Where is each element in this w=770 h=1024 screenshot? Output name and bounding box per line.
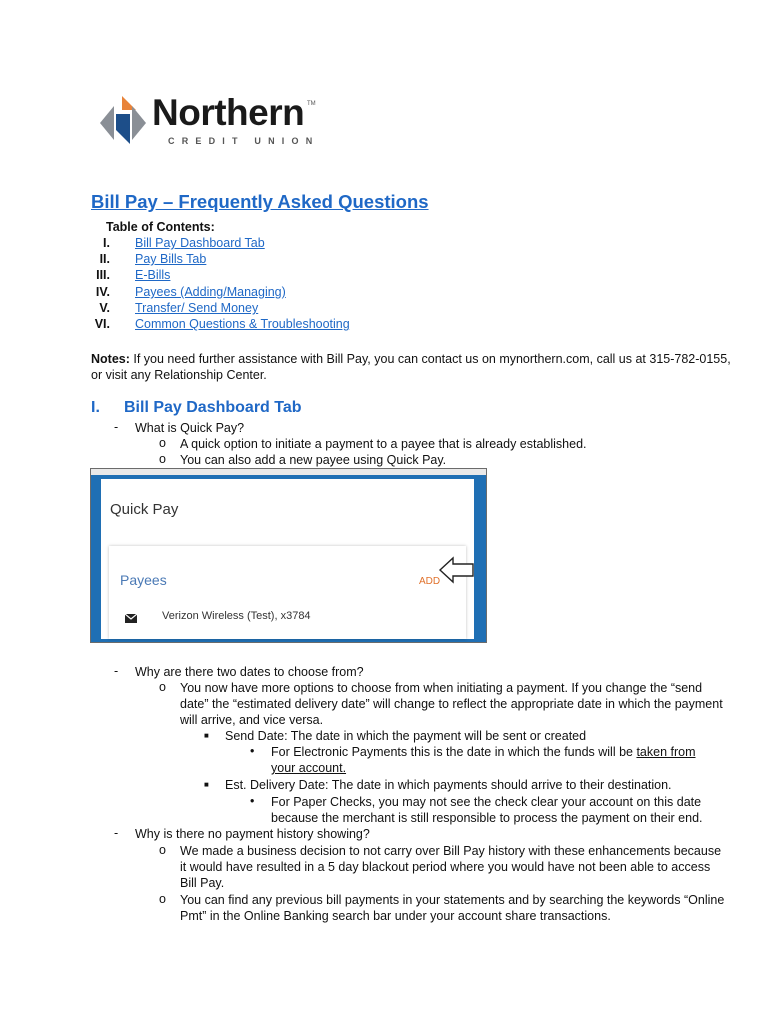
arrow-left-icon	[438, 556, 475, 584]
circle-marker: o	[159, 436, 166, 450]
toc-heading: Table of Contents:	[106, 220, 215, 234]
faq-answer-line: You now have more options to choose from when initiating a payment. If you change the “send	[180, 681, 703, 695]
circle-marker: o	[159, 843, 166, 857]
toc-number: V.	[99, 301, 110, 315]
round-bullet: •	[250, 794, 255, 808]
square-bullet: ■	[204, 731, 209, 740]
mail-icon	[125, 614, 137, 623]
est-delivery-text: Est. Delivery Date: The date in which payments should arrive to their destination.	[225, 778, 672, 792]
send-date-text: Send Date: The date in which the payment will be sent or created	[225, 729, 587, 743]
circle-marker: o	[159, 452, 166, 466]
toc-link-troubleshooting[interactable]: Common Questions & Troubleshooting	[135, 317, 350, 331]
dash-marker: -	[114, 826, 119, 840]
quick-pay-title: Quick Pay	[110, 501, 179, 518]
electronic-payment-text	[271, 744, 696, 760]
electronic-text: For Electronic Payments this is the date in which the funds will be	[271, 745, 637, 759]
logo-trademark: TM	[307, 101, 316, 107]
toc-number: IV.	[95, 285, 110, 299]
quick-pay-screenshot	[90, 468, 487, 643]
notes-text: If you need further assistance with Bill Pay, you can contact us on mynorthern.com, call us at 315-782-0155,	[129, 352, 731, 366]
faq-answer-line: We made a business decision to not carry over Bill Pay history with these enhancements because	[180, 844, 722, 858]
toc-link-transfer[interactable]: Transfer/ Send Money	[135, 301, 259, 315]
faq-answer: A quick option to initiate a payment to a payee that is already established.	[180, 437, 587, 451]
circle-marker: o	[159, 892, 166, 906]
notes-label: Notes:	[91, 352, 130, 366]
page-title: Bill Pay – Frequently Asked Questions	[91, 191, 429, 212]
toc-link-ebills[interactable]: E-Bills	[135, 268, 171, 282]
faq-answer-line: Pmt” in the Online Banking search bar under your account share transactions.	[180, 909, 611, 923]
payees-label: Payees	[120, 572, 167, 588]
paper-checks-text: because the merchant is still responsible to process the payment on their end.	[271, 811, 703, 825]
circle-marker: o	[159, 680, 166, 694]
toc-link-dashboard[interactable]: Bill Pay Dashboard Tab	[135, 236, 265, 250]
faq-answer-line: it would have resulted in a 5 day blackout period where you would have not been able to access	[180, 860, 711, 874]
dash-marker: -	[114, 420, 119, 434]
square-bullet: ■	[204, 780, 209, 789]
logo-wordmark: Northern	[152, 92, 305, 133]
paper-checks-text: For Paper Checks, you may not see the check clear your account on this date	[271, 795, 702, 809]
toc-number: I.	[103, 236, 110, 250]
round-bullet: •	[250, 744, 255, 758]
toc-number: III.	[96, 268, 110, 282]
section-number: I.	[91, 399, 100, 416]
faq-answer-line: You can find any previous bill payments in your statements and by searching the keywords “Online	[180, 893, 725, 907]
faq-answer-line: date” the “estimated delivery date” will change to reflect the appropriate date in which the payment	[180, 697, 723, 711]
section-title: Bill Pay Dashboard Tab	[124, 399, 302, 416]
notes-line-1	[91, 351, 731, 367]
toc-link-payees[interactable]: Payees (Adding/Managing)	[135, 285, 286, 299]
faq-answer-line: will arrive, and vice versa.	[180, 713, 324, 727]
logo-subtitle: CREDIT UNION	[168, 136, 320, 146]
faq-question: Why are there two dates to choose from?	[135, 665, 364, 679]
payees-card	[109, 546, 466, 639]
quick-pay-panel	[101, 479, 474, 639]
northern-logo-mark	[92, 94, 152, 152]
underlined-text: your account.	[271, 761, 347, 775]
faq-answer: You can also add a new payee using Quick Pay.	[180, 453, 447, 467]
dash-marker: -	[114, 664, 119, 678]
faq-question: Why is there no payment history showing?	[135, 827, 370, 841]
underlined-text: taken from	[636, 745, 696, 759]
payee-item[interactable]: Verizon Wireless (Test), x3784	[162, 610, 311, 622]
toc-link-pay-bills[interactable]: Pay Bills Tab	[135, 252, 207, 266]
add-payee-link[interactable]: ADD	[419, 576, 441, 587]
notes-line-2: or visit any Relationship Center.	[91, 368, 267, 382]
toc-number: VI.	[94, 317, 110, 331]
faq-question: What is Quick Pay?	[135, 421, 245, 435]
toc-number: II.	[99, 252, 110, 266]
faq-answer-line: Bill Pay.	[180, 876, 225, 890]
